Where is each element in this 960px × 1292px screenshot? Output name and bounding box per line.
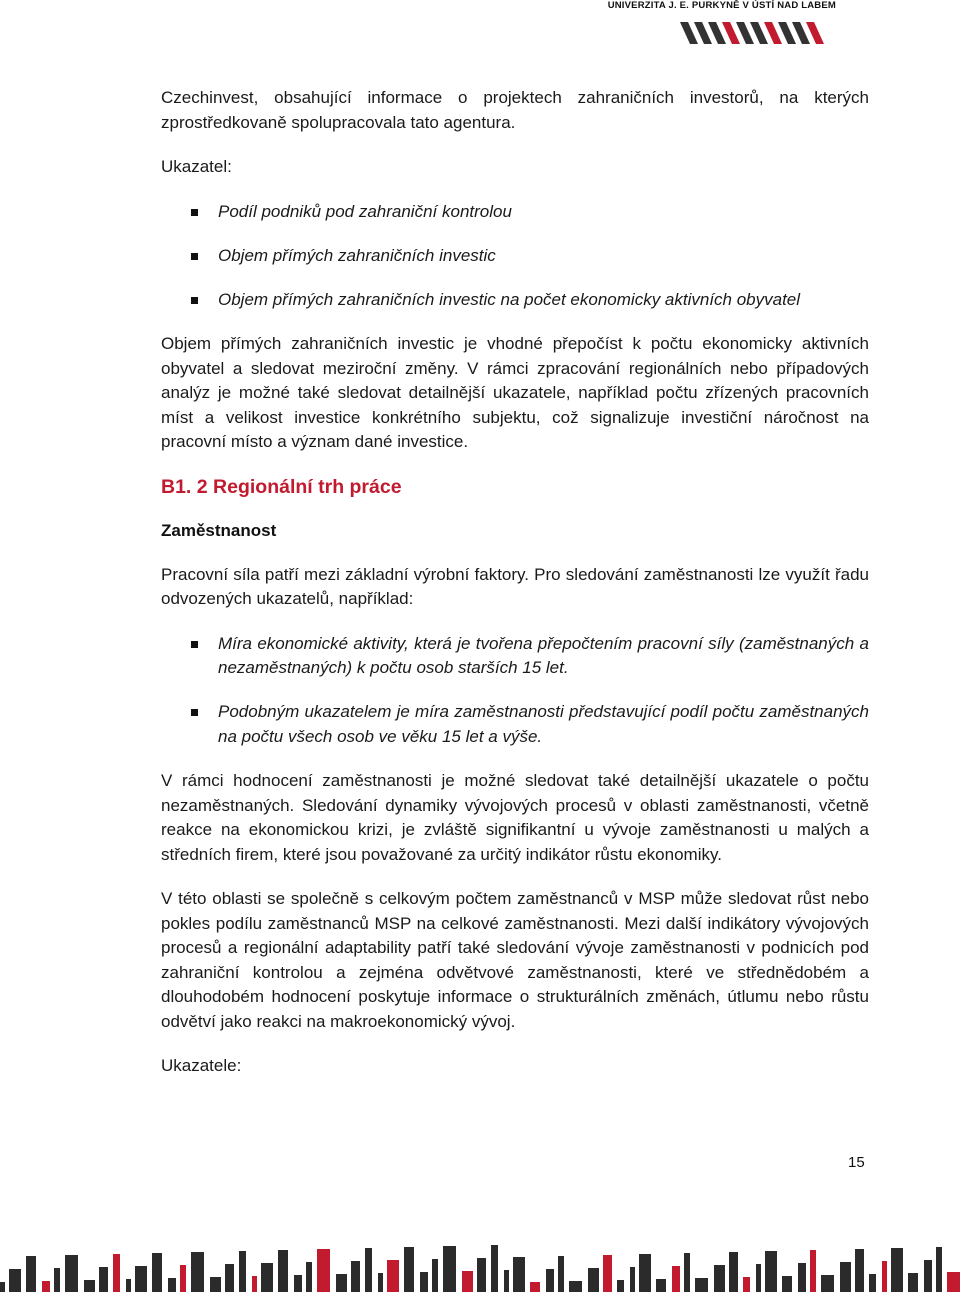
investment-paragraph: Objem přímých zahraničních investic je vhodné přepočíst k počtu ekonomicky aktivních obyvatel a sledovat meziroční změny. V rámci zpracování regionálních nebo případových analýz je možné také sledovat detailnější ukazatele, například počtu zřízených pracovních míst a velikost investice konkrétního subjektu, což signalizuje investiční náročnost na pracovní místo a význam dané investice. — [161, 334, 869, 451]
footer-bar — [42, 1281, 50, 1292]
footer-bar — [0, 1282, 5, 1292]
footer-bar — [9, 1269, 21, 1292]
footer-bar — [936, 1247, 942, 1292]
footer-bar — [821, 1275, 834, 1292]
footer-bar — [152, 1253, 162, 1292]
footer-bar — [798, 1263, 806, 1292]
indicator-label: Ukazatel: — [161, 157, 232, 176]
footer-bar — [530, 1282, 540, 1292]
footer-bar — [351, 1261, 360, 1292]
bullet-square-icon — [191, 209, 198, 216]
list-item: Objem přímých zahraničních investic na počet ekonomicky aktivních obyvatel — [161, 288, 869, 313]
footer-bar — [782, 1276, 792, 1292]
university-name: UNIVERZITA J. E. PURKYNĚ V ÚSTÍ NAD LABEM — [607, 0, 836, 11]
footer-bar — [420, 1272, 428, 1292]
list-item: Míra ekonomické aktivity, která je tvořena přepočtením pracovní síly (zaměstnaných a nezaměstnaných) k počtu osob starších 15 let. — [161, 632, 869, 681]
sme-paragraph: V této oblasti se společně s celkovým počtem zaměstnanců v MSP může sledovat růst nebo pokles podílu zaměstnanců MSP na celkové zaměstnanosti. Mezi další indikátory vývojových procesů a regionální adaptability patří také sledování vývoje zaměstnanosti v podnicích pod zahraniční kontrolou a zejména odvětvové zaměstnanosti, které ve střednědobém a dlouhodobém hodnocení poskytuje informace o strukturálních změnách, útlumu nebo růstu odvětví jako reakci na makroekonomický vývoj. — [161, 889, 869, 1031]
indicators-label: Ukazatele: — [161, 1056, 242, 1075]
footer-bar — [603, 1255, 612, 1292]
footer-bar — [672, 1266, 680, 1292]
footer-bar — [65, 1255, 78, 1292]
footer-bar — [765, 1251, 777, 1292]
footer-bar — [947, 1272, 960, 1292]
footer-bar — [756, 1264, 761, 1292]
footer-bar — [113, 1254, 120, 1292]
footer-bar — [278, 1250, 288, 1292]
bullet-square-icon — [191, 709, 198, 716]
footer-bar — [84, 1280, 95, 1292]
footer-bar — [306, 1262, 312, 1292]
footer-bar — [294, 1275, 302, 1292]
footer-bar — [168, 1278, 176, 1292]
footer-bar — [404, 1247, 414, 1292]
list-item: Podíl podniků pod zahraniční kontrolou — [161, 200, 869, 225]
footer-bar — [443, 1246, 456, 1292]
footer-bar — [252, 1276, 257, 1292]
employment-evaluation-paragraph: V rámci hodnocení zaměstnanosti je možné sledovat také detailnější ukazatele o počtu nezaměstnaných. Sledování dynamiky vývojových procesů v oblasti zaměstnanosti, včetně reakce na ekonomickou krizi, je zvláště signifikantní u vývoje zaměstnanosti u malých a středních firem, které jsou považované za určitý indikátor růstu ekonomiky. — [161, 771, 869, 864]
page-content — [161, 86, 869, 1079]
footer-bar — [387, 1260, 399, 1292]
footer-bar — [317, 1249, 330, 1292]
footer-bar — [99, 1267, 108, 1292]
footer-bar — [588, 1268, 599, 1292]
footer-bar — [378, 1273, 383, 1292]
footer-bar — [810, 1250, 816, 1292]
footer-bar — [743, 1277, 750, 1292]
list-item: Objem přímých zahraničních investic — [161, 244, 869, 269]
university-logo-mark-icon — [680, 14, 830, 44]
footer-bar — [684, 1253, 690, 1292]
footer-bar — [54, 1268, 60, 1292]
footer-bar — [639, 1254, 651, 1292]
footer-bar — [869, 1274, 876, 1292]
footer-bar — [239, 1251, 246, 1292]
footer-bar — [261, 1263, 273, 1292]
page-number: 15 — [848, 1154, 865, 1171]
footer-bar — [908, 1273, 918, 1292]
footer-bar — [504, 1270, 509, 1292]
footer-bar — [477, 1258, 486, 1292]
bullet-square-icon — [191, 253, 198, 260]
footer-bar — [569, 1281, 582, 1292]
subsection-heading: Zaměstnanost — [161, 520, 277, 540]
footer-bar — [729, 1252, 738, 1292]
university-logo — [607, 0, 836, 44]
employment-indicator-list — [161, 632, 869, 750]
footer-bar — [882, 1261, 887, 1292]
footer-decoration-bars — [0, 1240, 960, 1292]
footer-bar — [714, 1265, 725, 1292]
intro-paragraph: Czechinvest, obsahující informace o projektech zahraničních investorů, na kterých zprostředkovaně spolupracovala tato agentura. — [161, 88, 869, 132]
labour-paragraph: Pracovní síla patří mezi základní výrobní faktory. Pro sledování zaměstnanosti lze využít řadu odvozených ukazatelů, například: — [161, 564, 869, 608]
footer-bar — [891, 1248, 903, 1292]
footer-bar — [225, 1264, 234, 1292]
footer-bar — [695, 1278, 708, 1292]
footer-bar — [365, 1248, 372, 1292]
bullet-square-icon — [191, 641, 198, 648]
footer-bar — [26, 1256, 36, 1292]
footer-bar — [336, 1274, 347, 1292]
footer-bar — [126, 1279, 131, 1292]
footer-bar — [180, 1265, 186, 1292]
indicator-list — [161, 200, 869, 313]
footer-bar — [656, 1279, 666, 1292]
footer-bar — [840, 1262, 851, 1292]
bullet-square-icon — [191, 297, 198, 304]
footer-bar — [135, 1266, 147, 1292]
footer-bar — [630, 1267, 635, 1292]
footer-bar — [210, 1277, 221, 1292]
footer-bar — [924, 1260, 932, 1292]
footer-bar — [432, 1259, 438, 1292]
footer-bar — [546, 1269, 554, 1292]
footer-bar — [558, 1256, 564, 1292]
footer-bar — [617, 1280, 624, 1292]
list-item: Podobným ukazatelem je míra zaměstnanosti představující podíl počtu zaměstnaných na počtu všech osob ve věku 15 let a výše. — [161, 700, 869, 749]
footer-bar — [462, 1271, 473, 1292]
footer-bar — [513, 1257, 525, 1292]
footer-bar — [491, 1245, 498, 1292]
footer-bar — [191, 1252, 204, 1292]
section-heading: B1. 2 Regionální trh práce — [161, 475, 402, 498]
footer-bar — [855, 1249, 864, 1292]
